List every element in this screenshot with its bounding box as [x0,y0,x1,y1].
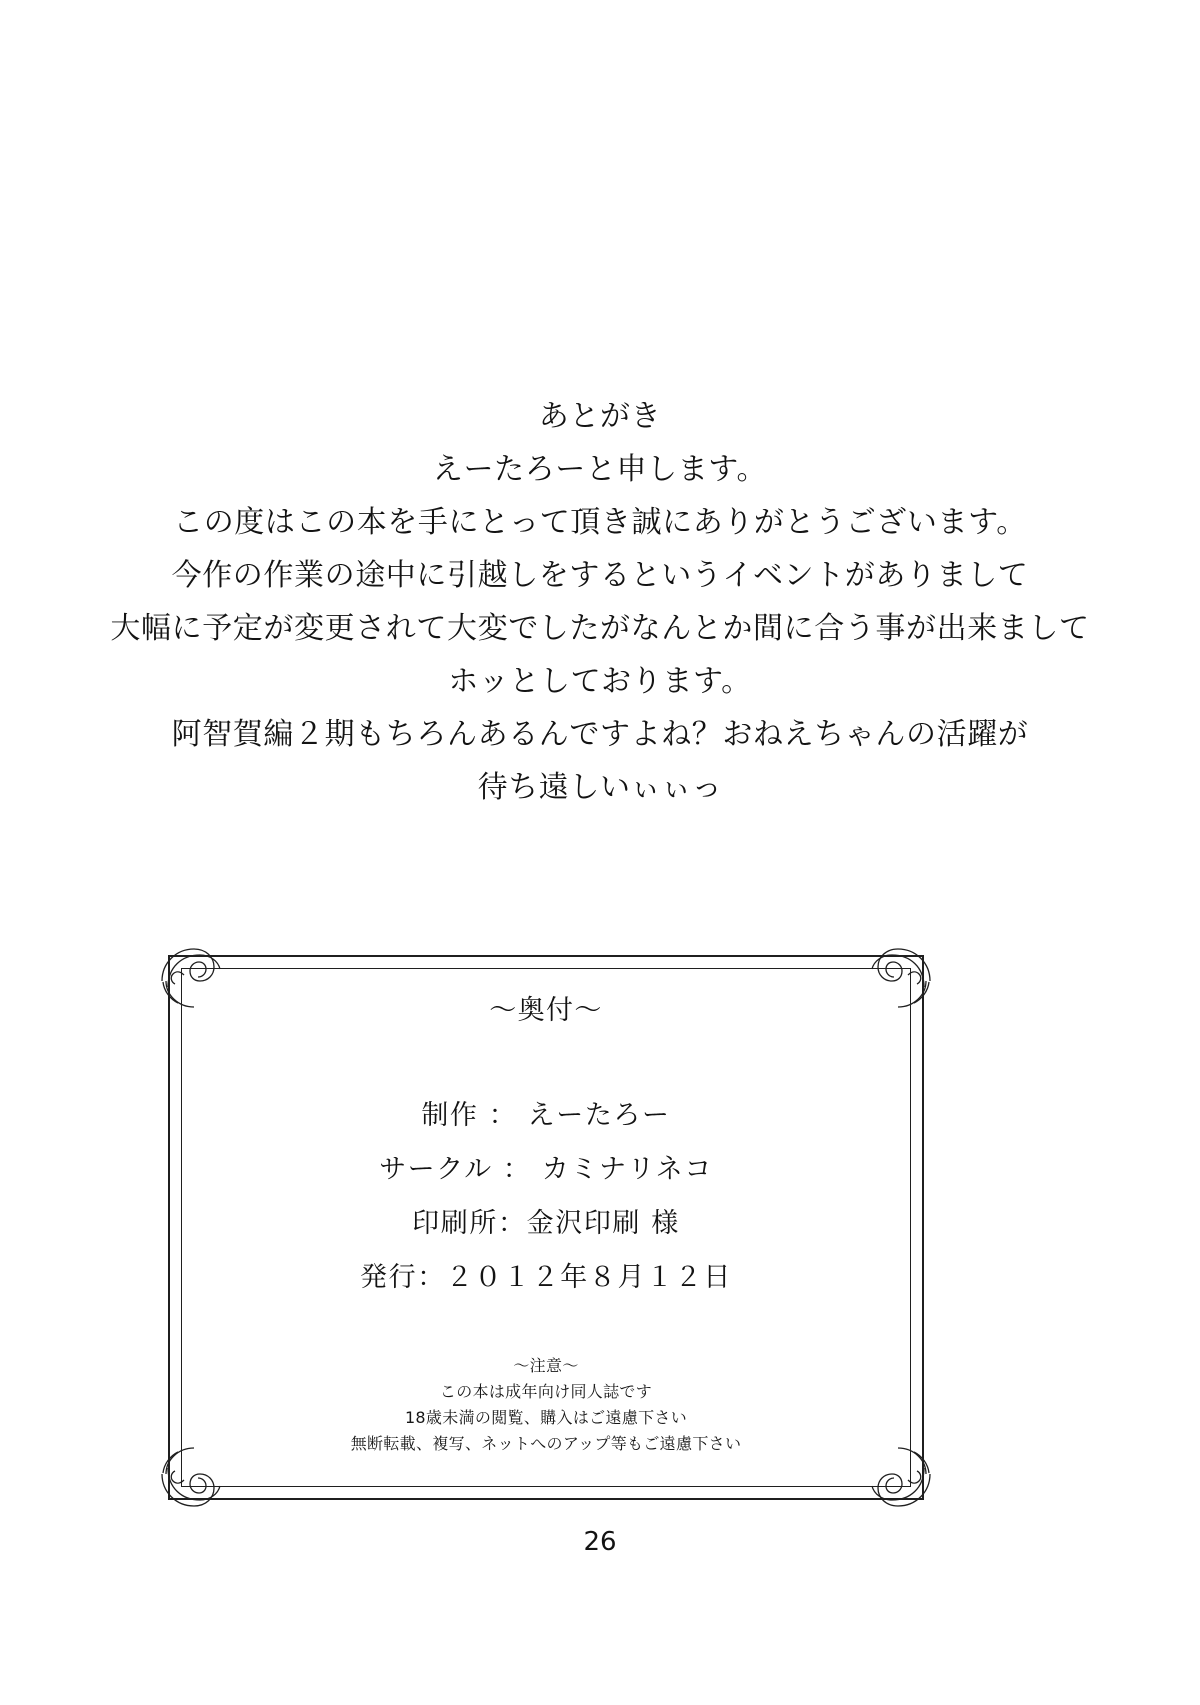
afterword-line: えーたろーと申します。 [432,452,768,487]
afterword-line: 待ち遠しいぃぃっ [477,770,723,805]
notice-line: この本は成年向け同人誌です [439,1382,653,1401]
notice-line: 無断転載、複写、ネットへのアップ等もご遠慮下さい [350,1434,742,1453]
afterword-line: 今作の作業の途中に引越しをするというイベントがありまして [171,558,1029,593]
afterword-line: 阿智賀編２期もちろんあるんですよね？おねえちゃんの活躍が [171,717,1029,752]
afterword-title: あとがき [538,399,662,434]
afterword-block [0,390,1200,814]
notice-line: 18歳未満の閲覧、購入はご遠慮下さい [404,1408,688,1427]
afterword-line: この度はこの本を手にとって頂き誠にありがとうございます。 [173,505,1027,540]
notice-heading: 〜注意〜 [513,1356,579,1375]
colophon-entry-circle: サークル ： カミナリネコ [379,1154,713,1185]
afterword-line: 大幅に予定が変更されて大変でしたがなんとか間に合う事が出来まして [110,611,1090,646]
colophon-entry-publish-date: 発行：２０１２年８月１２日 [359,1262,733,1293]
colophon-box [168,955,924,1500]
colophon-entry-printer: 印刷所：金沢印刷 様 [412,1208,680,1239]
afterword-line: ホッとしております。 [448,664,752,699]
colophon-entry-author: 制作 ： えーたろー [421,1100,671,1131]
colophon-entries [168,1089,924,1305]
colophon-heading: 〜奥付〜 [489,995,603,1026]
page-number: 26 [583,1527,617,1557]
notice-block [168,1353,924,1457]
